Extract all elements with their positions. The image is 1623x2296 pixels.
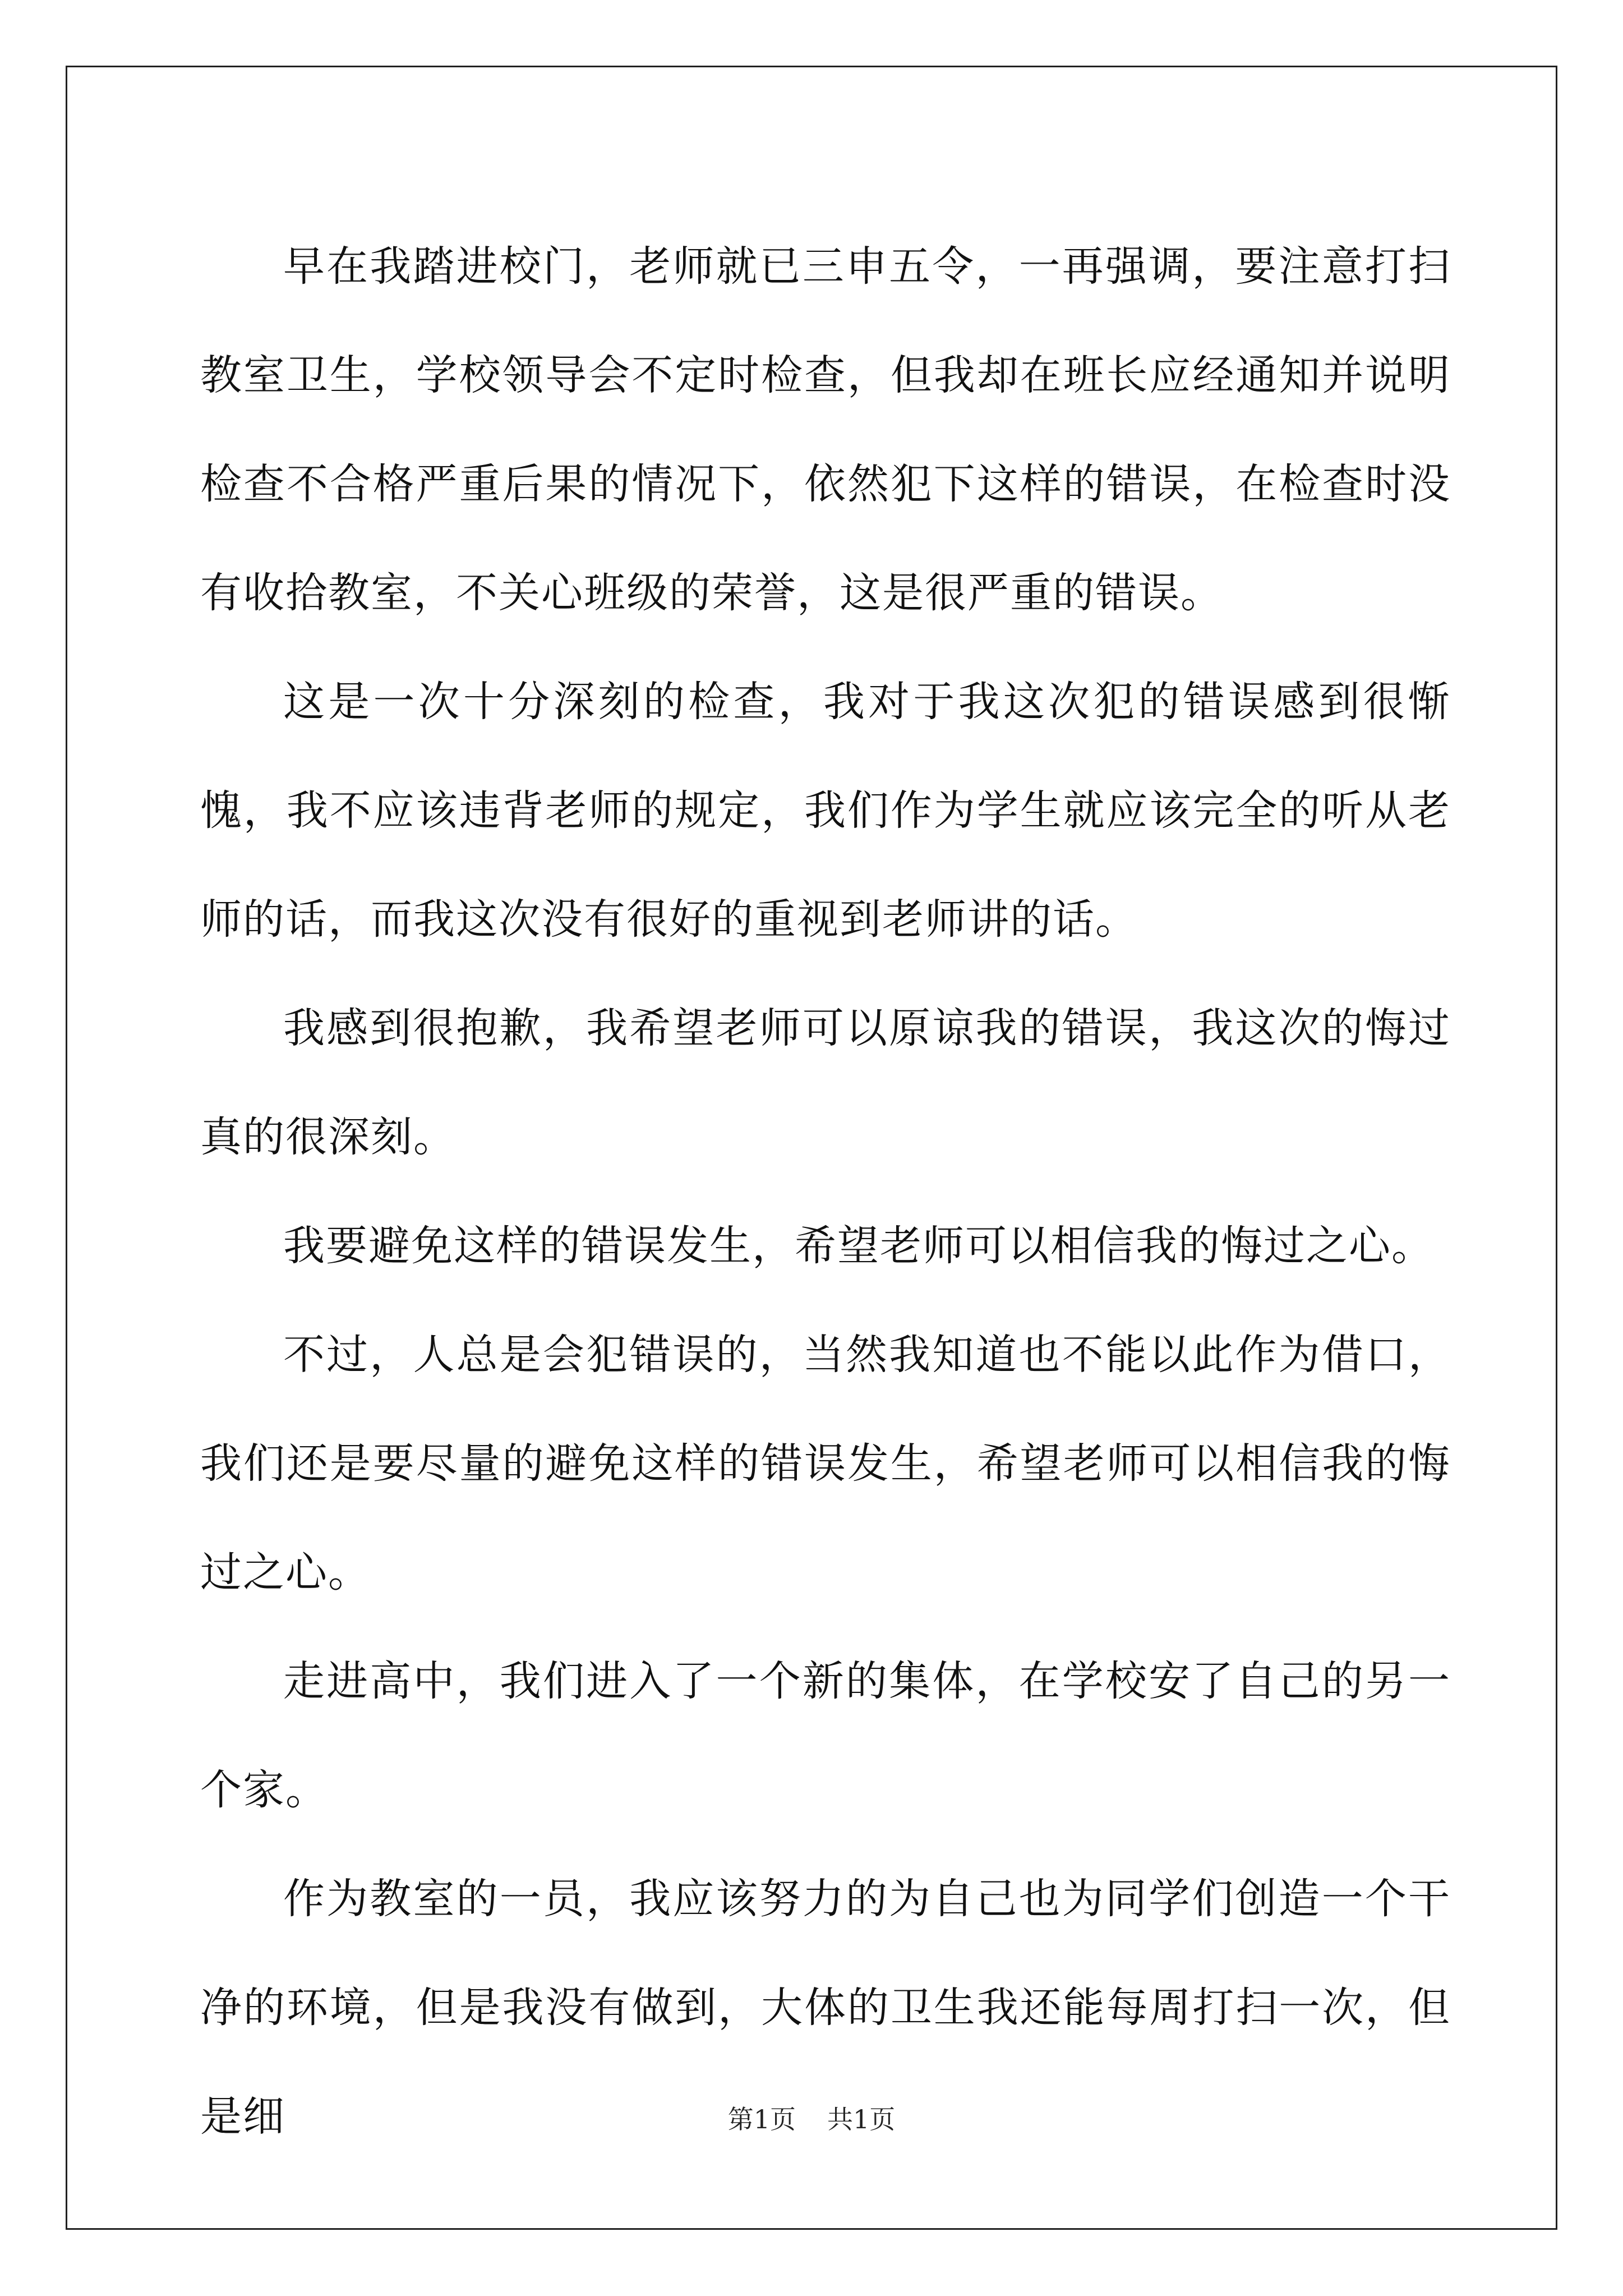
page-footer — [0, 2102, 1623, 2136]
paragraph: 这是一次十分深刻的检查，我对于我这次犯的错误感到很惭愧，我不应该违背老师的规定，我们作为学生就应该完全的听从老师的话，而我这次没有很好的重视到老师讲的话。 — [200, 678, 1451, 944]
paragraph: 我要避免这样的错误发生，希望老师可以相信我的悔过之心。 — [283, 1222, 1434, 1270]
paragraph: 走进高中，我们进入了一个新的集体，在学校安了自己的另一个家。 — [200, 1657, 1451, 1814]
paragraph: 作为教室的一员，我应该努力的为自己也为同学们创造一个干净的环境，但是我没有做到，大体的卫生我还能每周打扫一次，但是细 — [200, 1875, 1451, 2141]
page-total: 共1页 — [827, 2104, 896, 2134]
paragraph: 我感到很抱歉，我希望老师可以原谅我的错误，我这次的悔过真的很深刻。 — [200, 1004, 1451, 1161]
paragraph: 不过，人总是会犯错误的，当然我知道也不能以此作为借口，我们还是要尽量的避免这样的错误发生，希望老师可以相信我的悔过之心。 — [200, 1331, 1451, 1596]
document-body — [200, 212, 1451, 2171]
page-number: 第1页 — [727, 2104, 796, 2134]
paragraph: 早在我踏进校门，老师就已三申五令，一再强调，要注意打扫教室卫生，学校领导会不定时检查，但我却在班长应经通知并说明检查不合格严重后果的情况下，依然犯下这样的错误，在检查时没有收拾教室，不关心班级的荣誉，这是很严重的错误。 — [200, 242, 1451, 617]
